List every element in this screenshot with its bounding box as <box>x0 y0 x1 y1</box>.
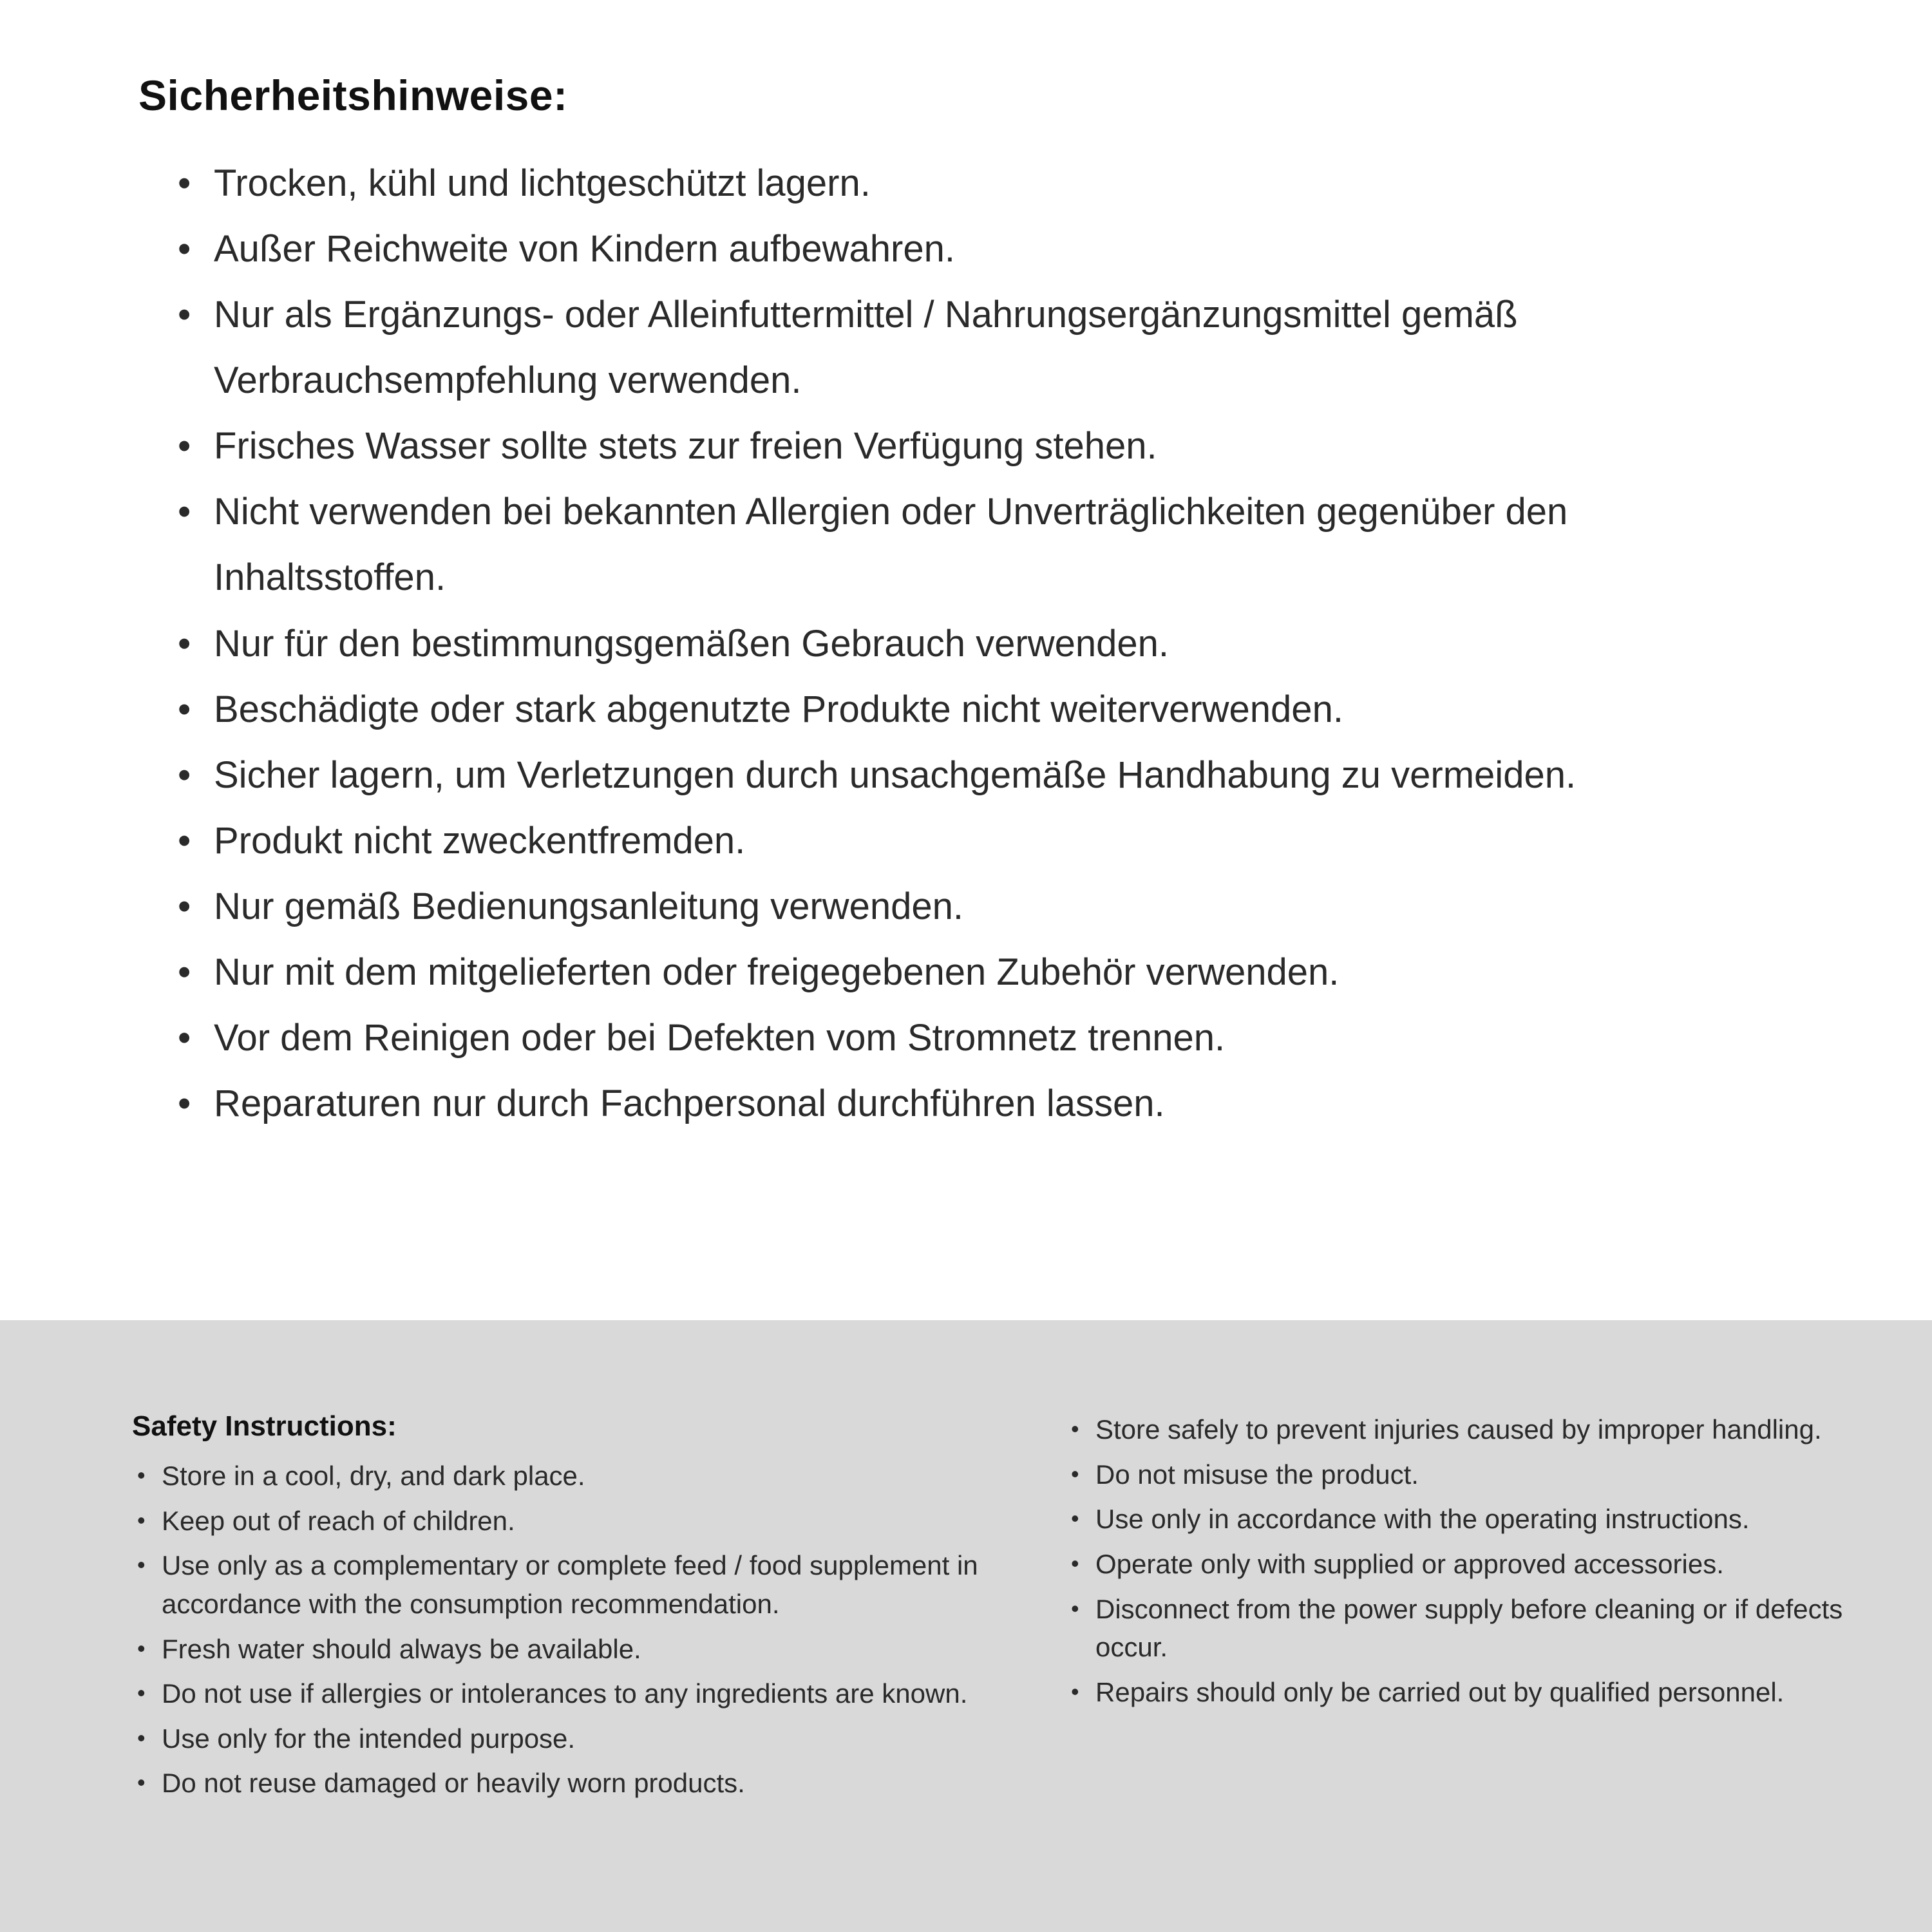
german-section-title: Sicherheitshinweise: <box>138 71 568 119</box>
list-item: • Store safely to prevent injuries caused by improper handling. <box>1066 1410 1884 1449</box>
list-item: • Produkt nicht zweckentfremden. <box>174 808 1810 874</box>
english-instruction-list-left <box>132 1457 1021 1803</box>
list-item: • Nur für den bestimmungsgemäßen Gebrauch verwenden. <box>174 611 1810 677</box>
list-item: • Use only for the intended purpose. <box>132 1719 1021 1758</box>
list-item: • Use only as a complementary or complete feed / food supplement in accordance with the consumption recommendation. <box>132 1546 1021 1623</box>
list-item: • Operate only with supplied or approved accessories. <box>1066 1545 1884 1584</box>
english-section-title: Safety Instructions: <box>132 1410 397 1442</box>
english-safety-section <box>0 1320 1932 1932</box>
list-item: • Do not misuse the product. <box>1066 1455 1884 1494</box>
list-item: • Repairs should only be carried out by qualified personnel. <box>1066 1673 1884 1712</box>
english-right-column <box>1066 1410 1884 1718</box>
english-instruction-list-right <box>1066 1410 1884 1711</box>
list-item: • Nur als Ergänzungs- oder Alleinfuttermittel / Nahrungsergänzungsmittel gemäß Verbrauchsempfehlung verwenden. <box>174 282 1810 413</box>
list-item: • Use only in accordance with the operating instructions. <box>1066 1500 1884 1539</box>
list-item: • Keep out of reach of children. <box>132 1502 1021 1540</box>
list-item: • Vor dem Reinigen oder bei Defekten vom Stromnetz trennen. <box>174 1005 1810 1071</box>
list-item: • Fresh water should always be available. <box>132 1630 1021 1669</box>
list-item: • Sicher lagern, um Verletzungen durch unsachgemäße Handhabung zu vermeiden. <box>174 743 1810 808</box>
list-item: • Do not use if allergies or intolerances to any ingredients are known. <box>132 1674 1021 1713</box>
list-item: • Beschädigte oder stark abgenutzte Produkte nicht weiterverwenden. <box>174 677 1810 743</box>
english-left-column <box>132 1410 1034 1809</box>
list-item: • Nur gemäß Bedienungsanleitung verwenden. <box>174 874 1810 940</box>
list-item: • Reparaturen nur durch Fachpersonal durchführen lassen. <box>174 1071 1810 1137</box>
list-item: • Disconnect from the power supply before cleaning or if defects occur. <box>1066 1590 1884 1667</box>
list-item: • Frisches Wasser sollte stets zur freien Verfügung stehen. <box>174 413 1810 479</box>
list-item: • Trocken, kühl und lichtgeschützt lagern. <box>174 151 1810 216</box>
list-item: • Store in a cool, dry, and dark place. <box>132 1457 1021 1495</box>
list-item: • Nur mit dem mitgelieferten oder freigegebenen Zubehör verwenden. <box>174 940 1810 1005</box>
list-item: • Außer Reichweite von Kindern aufbewahren. <box>174 216 1810 282</box>
list-item: • Nicht verwenden bei bekannten Allergien oder Unverträglichkeiten gegenüber den Inhaltsstoffen. <box>174 479 1810 611</box>
list-item: • Do not reuse damaged or heavily worn products. <box>132 1764 1021 1803</box>
german-instruction-list <box>174 151 1810 1137</box>
